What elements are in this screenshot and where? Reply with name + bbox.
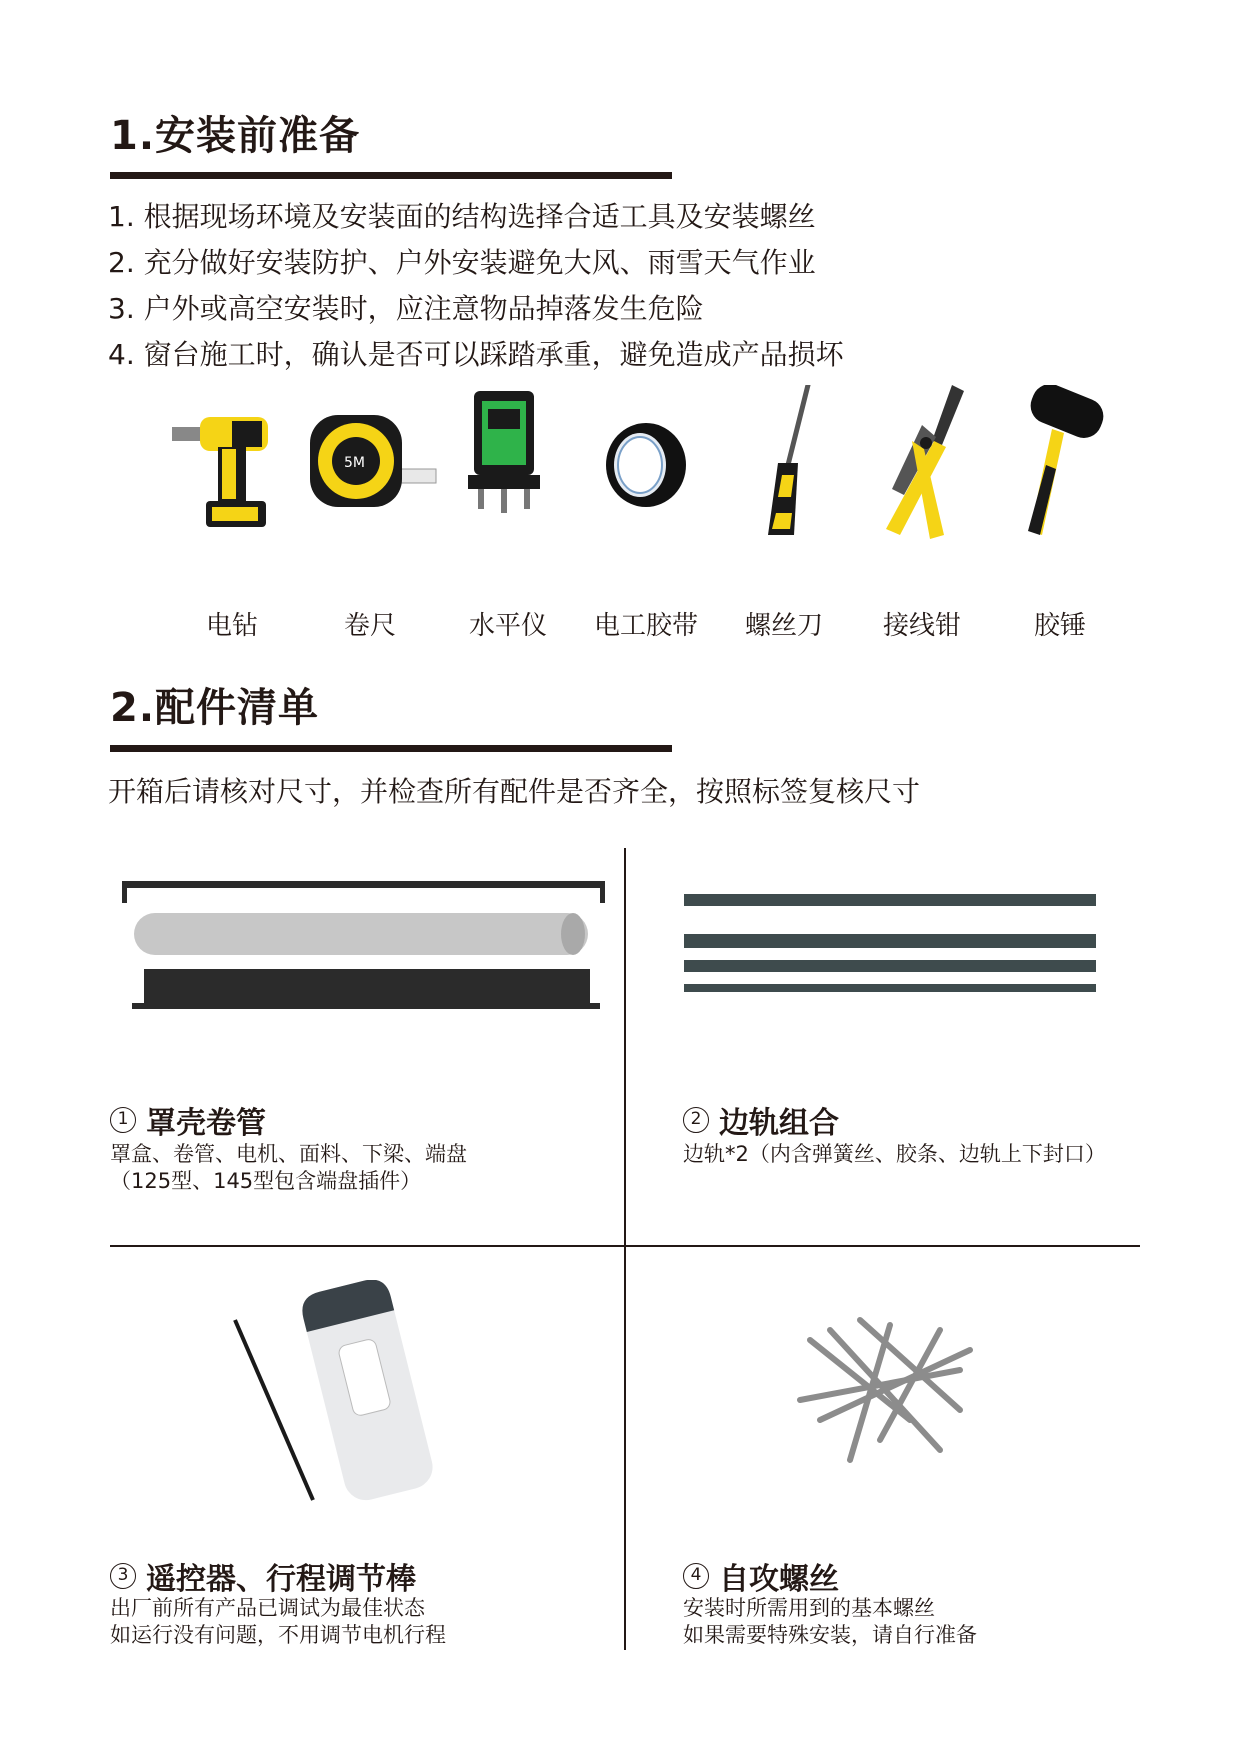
part-3-desc — [110, 1595, 446, 1649]
preparation-list — [108, 194, 844, 378]
part-1-desc-line-1: 罩盒、卷管、电机、面料、下梁、端盘 — [110, 1142, 467, 1166]
tool-label-laser-level: 水平仪 — [468, 611, 547, 641]
rubber-mallet-icon — [990, 385, 1130, 555]
part-4-number: 4 — [683, 1563, 709, 1589]
tool-electrical-tape — [571, 385, 721, 660]
grid-horizontal-divider — [110, 1245, 1140, 1247]
part-2-number: 2 — [683, 1107, 709, 1133]
tool-label-rubber-mallet: 胶锤 — [1033, 611, 1086, 641]
part-3-desc-line-1: 出厂前所有产品已调试为最佳状态 — [110, 1596, 425, 1620]
part-3-name: 遥控器、行程调节棒 — [146, 1562, 416, 1597]
tool-tape-measure — [295, 385, 445, 660]
part-3-number: 3 — [110, 1563, 136, 1589]
tool-label-wire-stripper: 接线钳 — [882, 611, 961, 641]
grid-vertical-divider — [624, 848, 626, 1650]
prep-item-1: 1. 根据现场环境及安装面的结构选择合适工具及安装螺丝 — [108, 200, 816, 233]
tool-drill — [157, 385, 307, 660]
tool-label-electrical-tape: 电工胶带 — [593, 611, 698, 641]
part-2-name: 边轨组合 — [719, 1106, 839, 1141]
prep-item-4: 4. 窗台施工时，确认是否可以踩踏承重，避免造成产品损坏 — [108, 338, 844, 371]
tool-wire-stripper — [847, 385, 997, 660]
tool-label-screwdriver: 螺丝刀 — [744, 611, 823, 641]
laser-level-icon — [438, 385, 578, 555]
prep-item-3: 3. 户外或高空安装时，应注意物品掉落发生危险 — [108, 292, 704, 325]
tool-screwdriver — [709, 385, 859, 660]
tool-label-tape-measure: 卷尺 — [343, 611, 396, 641]
part-2-title — [683, 1098, 839, 1142]
screwdriver-icon — [714, 385, 854, 555]
tool-label-drill: 电钻 — [205, 611, 258, 641]
section-1-divider — [110, 172, 672, 179]
section-1-title: 1.安装前准备 — [110, 113, 361, 159]
drill-icon — [162, 385, 302, 555]
electrical-tape-icon — [576, 385, 716, 555]
svg-text:5M: 5M — [344, 455, 365, 471]
part-1-title — [110, 1098, 266, 1142]
part-4-desc — [683, 1595, 977, 1649]
tool-laser-level — [433, 385, 583, 660]
prep-item-2: 2. 充分做好安装防护、户外安装避免大风、雨雪天气作业 — [108, 246, 816, 279]
accessory-intro: 开箱后请核对尺寸，并检查所有配件是否齐全，按照标签复核尺寸 — [108, 775, 921, 808]
part-4-desc-line-2: 如果需要特殊安装，请自行准备 — [683, 1623, 977, 1647]
part-3-desc-line-2: 如运行没有问题，不用调节电机行程 — [110, 1623, 446, 1647]
part-4-name: 自攻螺丝 — [719, 1562, 839, 1597]
part-1-number: 1 — [110, 1107, 136, 1133]
section-2-divider — [110, 745, 672, 752]
part-2-desc — [683, 1141, 1106, 1168]
cassette-tube-image — [118, 875, 608, 1015]
part-1-desc-line-2: （125型、145型包含端盘插件） — [110, 1169, 422, 1193]
part-1-name: 罩壳卷管 — [146, 1106, 266, 1141]
tool-rubber-mallet — [985, 385, 1135, 660]
remote-and-rod-image — [225, 1280, 485, 1510]
part-1-desc — [110, 1141, 467, 1195]
part-3-title — [110, 1554, 416, 1598]
wire-stripper-icon — [852, 385, 992, 555]
side-rail-image — [680, 890, 1100, 1000]
self-tapping-screws-image — [790, 1310, 990, 1470]
part-2-desc-line-1: 边轨*2（内含弹簧丝、胶条、边轨上下封口） — [683, 1142, 1106, 1166]
tool-row — [120, 385, 1130, 660]
section-2-title: 2.配件清单 — [110, 685, 320, 731]
part-4-desc-line-1: 安装时所需用到的基本螺丝 — [683, 1596, 935, 1620]
part-4-title — [683, 1554, 839, 1598]
tape-measure-icon — [300, 385, 440, 555]
